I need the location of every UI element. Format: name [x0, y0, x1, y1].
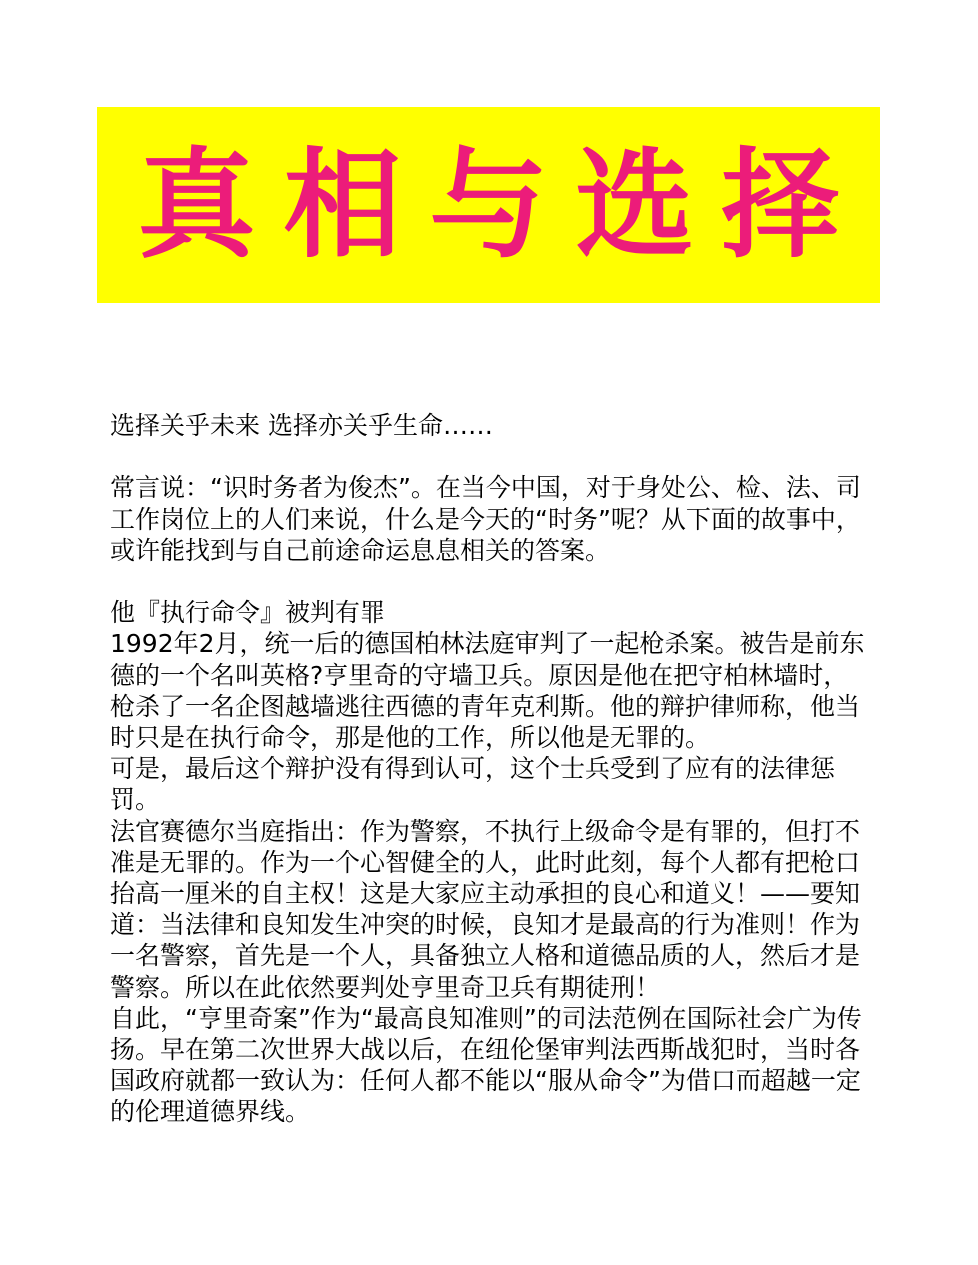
body-paragraph: 法官赛德尔当庭指出：作为警察，不执行上级命令是有罪的，但打不准是无罪的。作为一个心智健全的人，此时此刻，每个人都有把枪口抬高一厘米的自主权！这是大家应主动承担的良心和道义！——要知道：当法律和良知发生冲突的时候，良知才是最高的行为准则！作为一名警察，首先是一个人，具备独立人格和道德品质的人，然后才是警察。所以在此依然要判处亨里奇卫兵有期徒刑！ — [110, 816, 861, 1002]
body-paragraph: 1992年2月，统一后的德国柏林法庭审判了一起枪杀案。被告是前东德的一个名叫英格?亨里奇的守墙卫兵。原因是他在把守柏林墙时，枪杀了一名企图越墙逃往西德的青年克利斯。他的辩护律师称，他当时只是在执行命令，那是他的工作，所以他是无罪的。 — [110, 629, 865, 752]
spacer — [110, 441, 870, 472]
title-banner — [97, 107, 880, 303]
section-heading: 他『执行命令』被判有罪 — [110, 598, 386, 628]
page-title: 真相与选择 — [137, 135, 868, 274]
article-body — [110, 410, 870, 1128]
body-paragraph: 可是，最后这个辩护没有得到认可，这个士兵受到了应有的法律惩罚。 — [110, 754, 836, 815]
lead-paragraph: 常言说：“识时务者为俊杰”。在当今中国，对于身处公、检、法、司工作岗位上的人们来说，什么是今天的“时务”呢？从下面的故事中，或许能找到与自己前途命运息息相关的答案。 — [110, 473, 861, 565]
body-paragraph: 自此，“亨里奇案”作为“最高良知准则”的司法范例在国际社会广为传扬。早在第二次世界大战以后，在纽伦堡审判法西斯战犯时，当时各国政府就都一致认为：任何人都不能以“服从命令”为借口而超越一定的伦理道德界线。 — [110, 1003, 862, 1127]
spacer — [110, 566, 870, 597]
intro-line: 选择关乎未来 选择亦关乎生命…… — [110, 411, 493, 440]
